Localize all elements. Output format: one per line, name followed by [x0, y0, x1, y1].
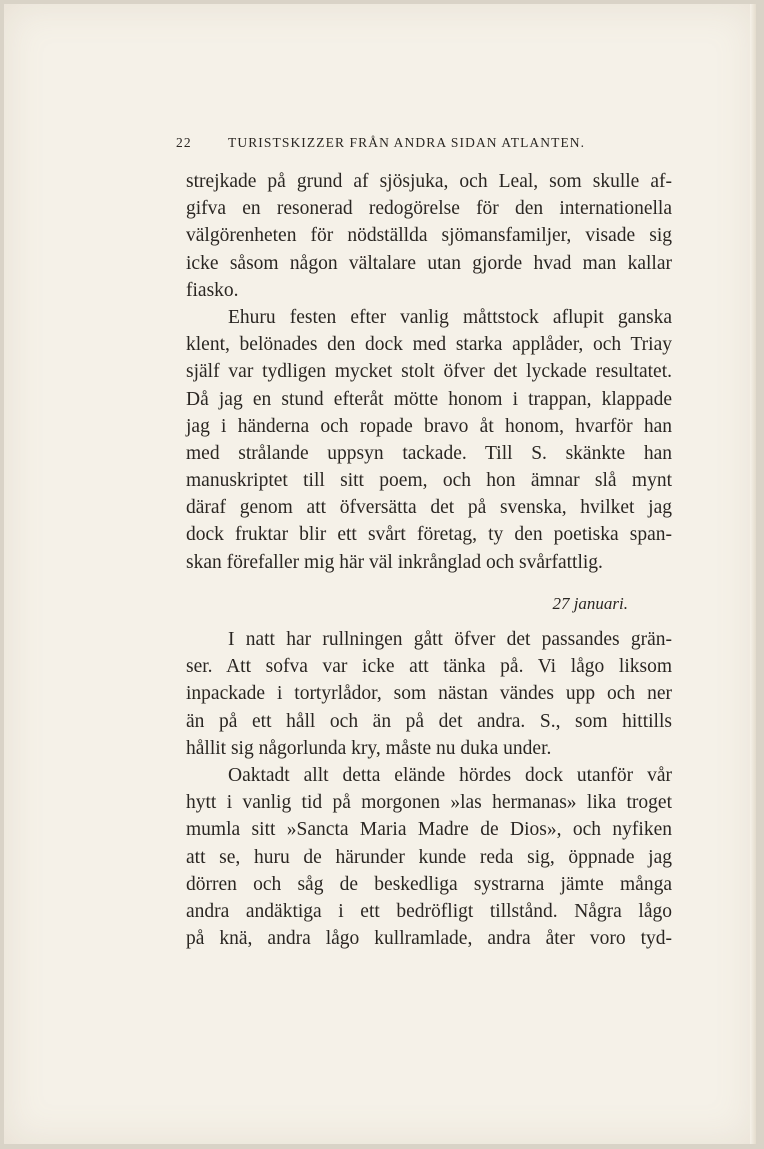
- text-line: skan förefaller mig här väl inkrånglad och svårfattlig.: [186, 551, 603, 573]
- text-line: ser. Att sofva var icke att tänka på. Vi lågo liksom: [186, 656, 672, 678]
- text-line: strejkade på grund af sjösjuka, och Leal, som skulle af-: [186, 171, 672, 192]
- text-line: att se, huru de härunder kunde reda sig, öppnade jag: [186, 846, 672, 868]
- text-line: mumla sitt »Sancta Maria Madre de Dios», och nyfiken: [186, 819, 672, 841]
- text-line: I natt har rullningen gått öfver det passandes grän-: [228, 629, 672, 650]
- text-line: än på ett håll och än på det andra. S., som hittills: [186, 710, 672, 732]
- text-line: manuskriptet till sitt poem, och hon ämnar slå mynt: [186, 470, 672, 492]
- paragraph-block-1: [186, 168, 672, 576]
- text-line: gifva en resonerad redogörelse för den internationella: [186, 198, 672, 220]
- text-line: med strålande uppsyn tackade. Till S. skänkte han: [186, 442, 672, 464]
- text-line: hållit sig någorlunda kry, måste nu duka under.: [186, 737, 552, 759]
- text-line: klent, belönades den dock med starka applåder, och Triay: [186, 334, 672, 356]
- page-edge-shadow: [750, 4, 756, 1144]
- running-head: [176, 135, 616, 151]
- paragraph-block-2: [186, 626, 672, 952]
- date-heading: 27 januari.: [552, 594, 628, 613]
- text-line: själf var tydligen mycket stolt öfver det lyckade resultatet.: [186, 361, 672, 383]
- text-line: Ehuru festen efter vanlig måttstock aflupit ganska: [228, 306, 672, 328]
- text-line: inpackade i tortyrlådor, som nästan vändes upp och ner: [186, 683, 672, 705]
- text-line: icke såsom någon vältalare utan gjorde hvad man kallar: [186, 252, 672, 274]
- book-page: [4, 4, 756, 1144]
- page-number: 22: [176, 135, 192, 150]
- text-line: jag i händerna och ropade bravo åt honom, hvarför han: [186, 415, 672, 437]
- text-line: dörren och såg de beskedliga systrarna jämte många: [186, 873, 672, 895]
- text-line: på knä, andra lågo kullramlade, andra åter voro tyd-: [186, 928, 672, 950]
- text-line: Då jag en stund efteråt mötte honom i trappan, klappade: [186, 388, 672, 410]
- text-line: hytt i vanlig tid på morgonen »las hermanas» lika troget: [186, 792, 672, 814]
- text-line: andra andäktiga i ett bedröfligt tillstånd. Några lågo: [186, 900, 672, 922]
- running-title: TURISTSKIZZER FRÅN ANDRA SIDAN ATLANTEN.: [228, 135, 586, 150]
- text-line: däraf genom att öfversätta det på svenska, hvilket jag: [186, 497, 672, 519]
- text-line: dock fruktar blir ett svårt företag, ty den poetiska span-: [186, 524, 672, 546]
- text-line: välgörenheten för nödställda sjömansfamiljer, visade sig: [186, 225, 672, 247]
- text-line: fiasko.: [186, 279, 239, 301]
- text-line: Oaktadt allt detta elände hördes dock utanför vår: [228, 764, 672, 786]
